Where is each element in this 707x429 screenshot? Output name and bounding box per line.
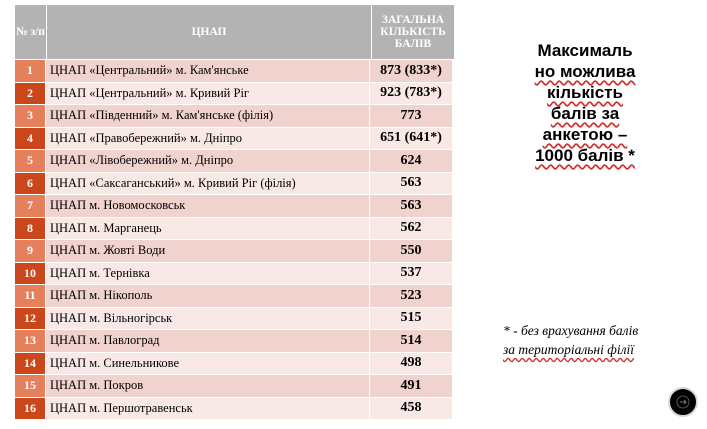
center-name: ЦНАП «Південний» м. Кам'янське (філія) [46,105,370,127]
center-name: ЦНАП «Правобережний» м. Дніпро [46,128,370,150]
row-number: 13 [15,330,46,352]
row-number: 1 [15,60,46,82]
row-number: 8 [15,218,46,240]
center-name: ЦНАП «Центральний» м. Кам'янське [46,60,370,82]
row-number: 7 [15,195,46,217]
center-name: ЦНАП м. Тернівка [46,263,370,285]
row-number: 5 [15,150,46,172]
center-name: ЦНАП м. Павлоград [46,330,370,352]
total-score: 562 [370,218,452,240]
table-row [15,149,452,172]
table-row [15,127,452,150]
header-name: ЦНАП [47,5,372,59]
total-score: 550 [370,240,452,262]
center-name: ЦНАП м. Покров [46,375,370,397]
center-name: ЦНАП м. Вільногірськ [46,308,370,330]
table-row [15,352,452,375]
row-number: 10 [15,263,46,285]
total-score: 563 [370,173,452,195]
table-row [15,239,452,262]
total-score: 458 [370,398,452,420]
total-score: 515 [370,308,452,330]
center-name: ЦНАП м. Марганець [46,218,370,240]
center-name: ЦНАП «Центральний» м. Кривий Ріг [46,83,370,105]
table-row [15,329,452,352]
footnote-line: * - без врахування балів [503,323,639,338]
table-body [15,59,452,419]
note-line: но можлива [534,62,636,81]
table-row [15,374,452,397]
total-score: 873 (833*) [370,60,452,82]
total-score: 514 [370,330,452,352]
center-name: ЦНАП м. Нікополь [46,285,370,307]
row-number: 3 [15,105,46,127]
table-row [15,82,452,105]
row-number: 9 [15,240,46,262]
row-number: 11 [15,285,46,307]
center-name: ЦНАП «Лівобережний» м. Дніпро [46,150,370,172]
row-number: 16 [15,398,46,420]
total-score: 624 [370,150,452,172]
note-line: 1000 балів * [535,146,635,165]
row-number: 15 [15,375,46,397]
footnote-line: за територіальні філії [503,342,634,357]
total-score: 773 [370,105,452,127]
total-score: 651 (641*) [370,128,452,150]
ratings-table [15,5,452,419]
center-name: ЦНАП м. Першотравенськ [46,398,370,420]
footnote [503,321,693,359]
nav-glyph-icon [675,394,691,410]
total-score: 923 (783*) [370,83,452,105]
header-num: № з/п [15,5,47,59]
total-score: 498 [370,353,452,375]
total-score: 523 [370,285,452,307]
total-score: 563 [370,195,452,217]
table-row [15,104,452,127]
total-score: 491 [370,375,452,397]
table-row [15,307,452,330]
center-name: ЦНАП м. Новомосковськ [46,195,370,217]
row-number: 12 [15,308,46,330]
header-score: ЗАГАЛЬНА КІЛЬКІСТЬ БАЛІВ [372,5,454,59]
note-line: балів за [550,104,620,123]
center-name: ЦНАП «Саксаганський» м. Кривий Ріг (філія) [46,173,370,195]
table-row [15,172,452,195]
note-line: анкетою – [542,125,628,144]
note-line: кількість [547,83,623,102]
max-score-note [515,40,655,166]
row-number: 6 [15,173,46,195]
note-line: Максималь [537,41,633,60]
center-name: ЦНАП м. Синельникове [46,353,370,375]
table-row [15,59,452,82]
table-row [15,194,452,217]
center-name: ЦНАП м. Жовті Води [46,240,370,262]
row-number: 2 [15,83,46,105]
table-row [15,217,452,240]
table-row [15,397,452,420]
row-number: 4 [15,128,46,150]
table-row [15,284,452,307]
row-number: 14 [15,353,46,375]
total-score: 537 [370,263,452,285]
table-row [15,262,452,285]
table-header [15,5,452,59]
slide-navigation-icon[interactable] [668,387,698,417]
